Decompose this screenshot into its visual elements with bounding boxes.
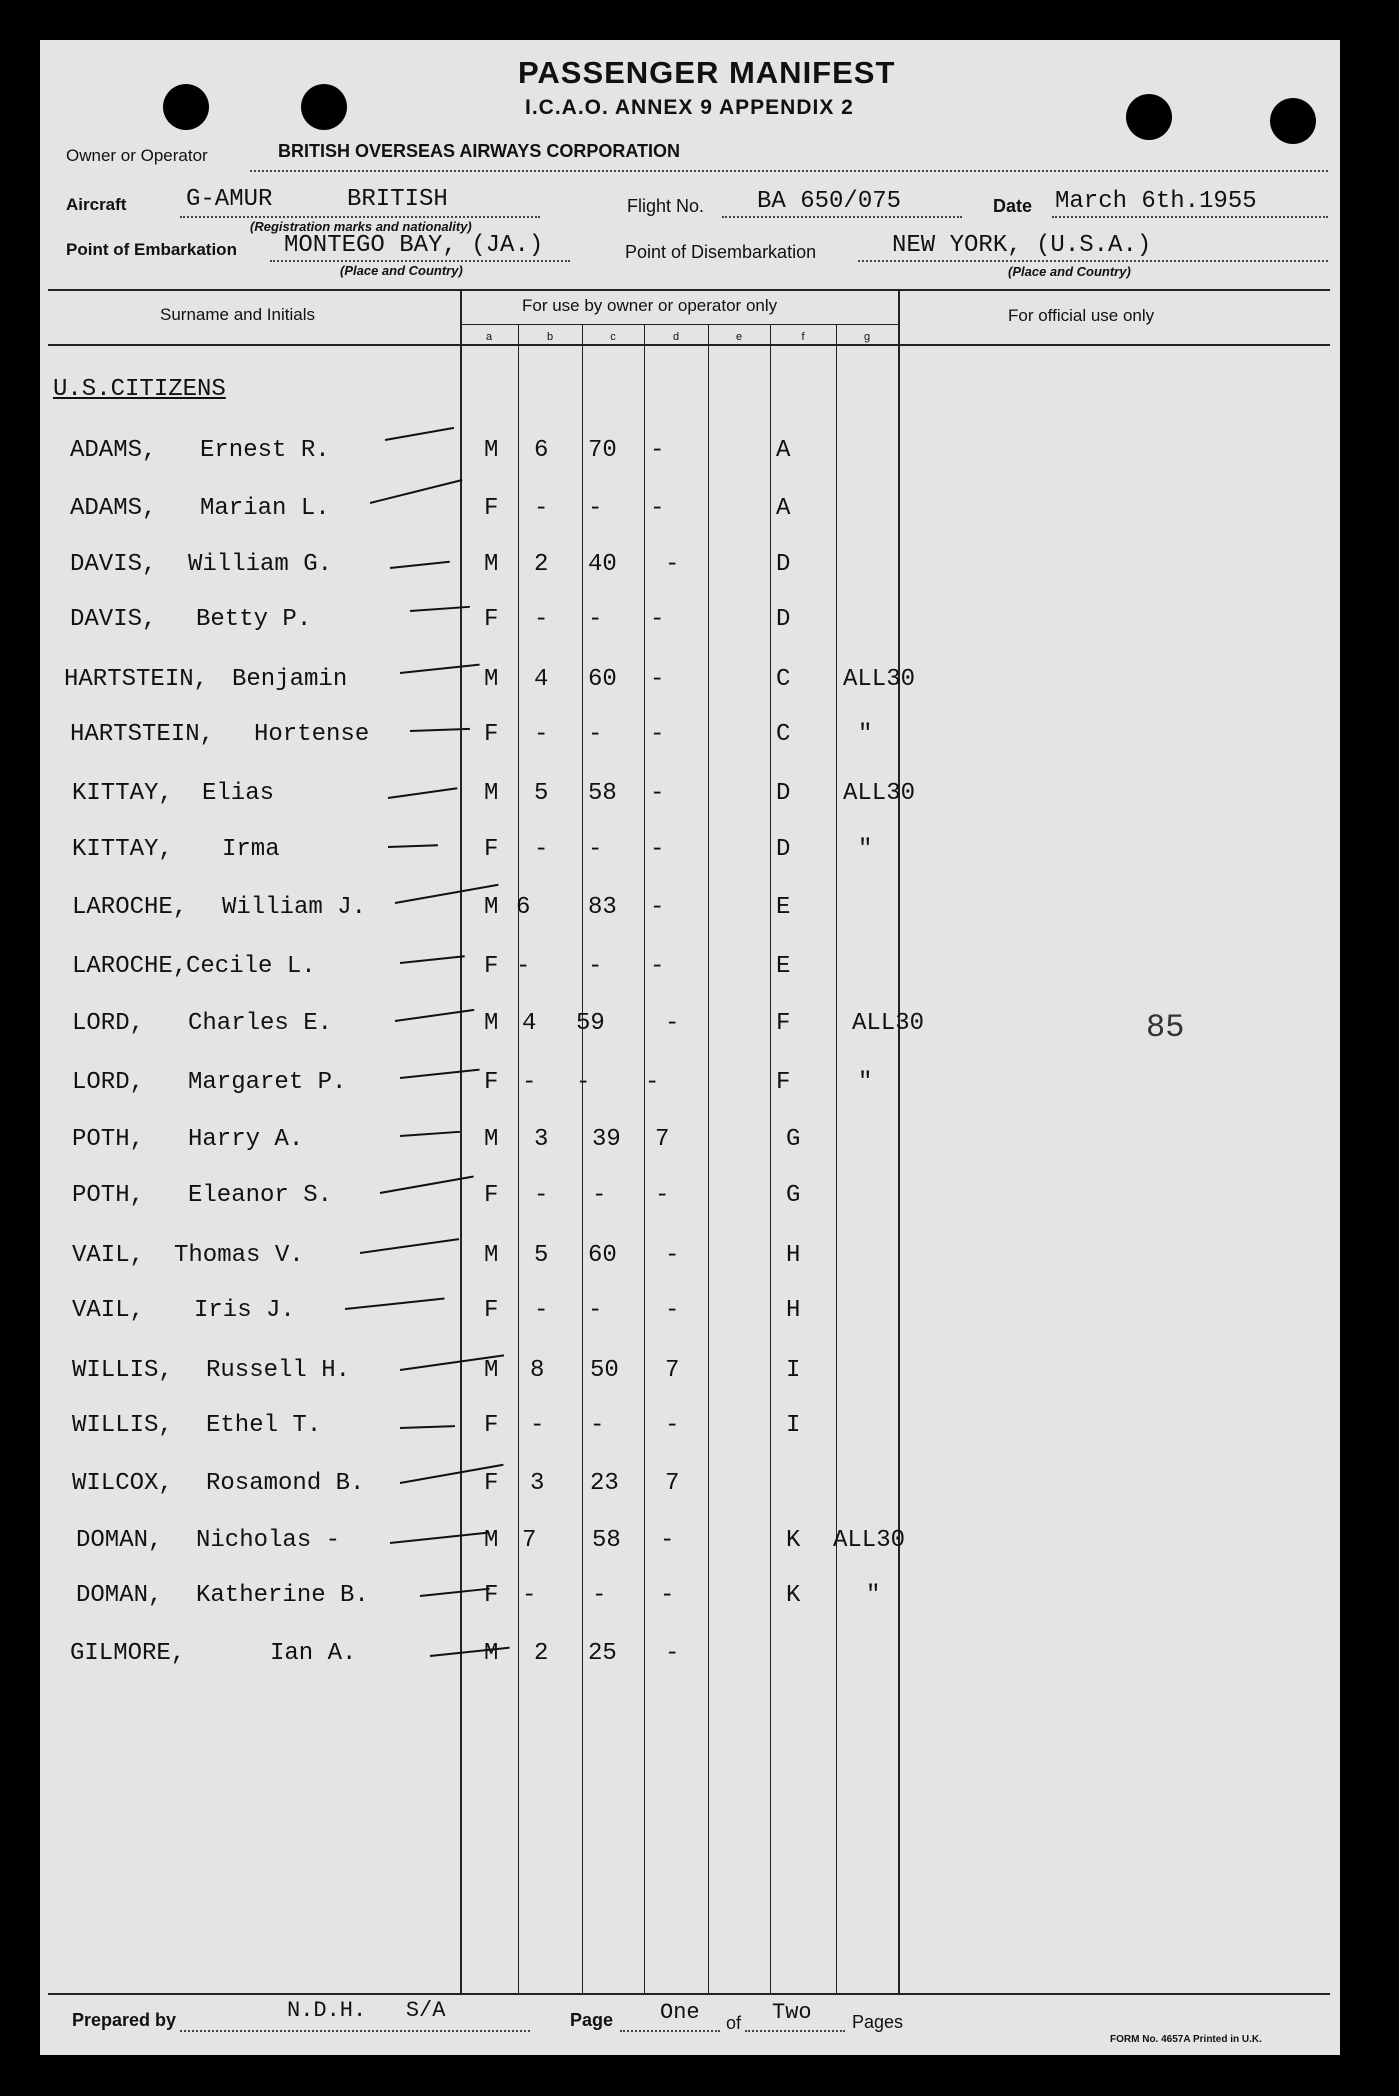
disembarkation-note: (Place and Country) — [1008, 264, 1131, 279]
check-mark-stroke — [388, 844, 438, 848]
passenger-given-names: Benjamin — [232, 666, 348, 693]
check-mark-stroke — [400, 1425, 455, 1429]
column-b-cell: 5 — [534, 780, 549, 807]
table-row — [0, 721, 1399, 761]
column-c-cell: 39 — [592, 1126, 621, 1153]
sex-cell: F — [484, 1069, 499, 1096]
punch-hole — [1126, 94, 1172, 140]
column-b-cell: 3 — [534, 1126, 549, 1153]
column-c-cell: - — [592, 1582, 607, 1609]
table-row — [0, 1126, 1399, 1166]
passenger-given-names: Nicholas - — [196, 1527, 341, 1554]
column-f-cell: F — [776, 1069, 791, 1096]
sex-cell: F — [484, 721, 499, 748]
column-f-cell: E — [776, 953, 791, 980]
sex-cell: M — [484, 551, 499, 578]
page-label: Page — [570, 2010, 614, 2030]
check-mark-stroke — [390, 561, 450, 569]
column-f-cell: D — [776, 606, 791, 633]
column-c-cell: 60 — [588, 1242, 617, 1269]
column-b-cell: 5 — [534, 1242, 549, 1269]
sex-cell: M — [484, 1527, 499, 1554]
column-f-cell: G — [786, 1182, 801, 1209]
column-d-cell: 7 — [665, 1357, 680, 1384]
prepared-line — [180, 2030, 530, 2032]
embarkation-note: (Place and Country) — [340, 263, 463, 278]
passenger-surname: DAVIS, — [70, 551, 157, 578]
column-c-cell: 50 — [590, 1357, 619, 1384]
column-d-cell: 7 — [665, 1470, 680, 1497]
column-d-cell: - — [650, 606, 665, 633]
column-g-cell: " — [858, 721, 873, 748]
passenger-given-names: Hortense — [254, 721, 370, 748]
column-f-cell: K — [786, 1582, 801, 1609]
column-g-cell: " — [858, 1069, 873, 1096]
table-row — [0, 1527, 1399, 1567]
passenger-given-names: Elias — [202, 780, 275, 807]
column-c-cell: 70 — [588, 437, 617, 464]
table-row — [0, 666, 1399, 706]
column-c-cell: - — [588, 953, 603, 980]
form-title: PASSENGER MANIFEST — [518, 55, 896, 90]
column-letter: e — [735, 331, 743, 343]
punch-hole — [1270, 98, 1316, 144]
owner-line — [250, 170, 1328, 172]
passenger-surname: HARTSTEIN, — [70, 721, 215, 748]
sex-cell: M — [484, 1242, 499, 1269]
prepared-value: N.D.H. S/A — [287, 1998, 446, 2023]
passenger-given-names: Harry A. — [188, 1126, 304, 1153]
column-b-cell: - — [534, 1182, 549, 1209]
table-row — [0, 1242, 1399, 1282]
passenger-surname: VAIL, — [72, 1297, 145, 1324]
flight-number: BA 650/075 — [757, 188, 902, 215]
table-row — [0, 606, 1399, 646]
owner-label: Owner or Operator — [66, 146, 208, 165]
column-letter: f — [801, 331, 805, 343]
table-row — [0, 551, 1399, 591]
passenger-given-names: Margaret P. — [188, 1069, 347, 1096]
date-line — [1052, 216, 1328, 218]
sex-cell: M — [484, 1640, 499, 1667]
column-f-cell: E — [776, 894, 791, 921]
registration-note: (Registration marks and nationality) — [250, 219, 472, 234]
column-c-cell: - — [592, 1182, 607, 1209]
flight-label: Flight No. — [627, 196, 705, 216]
check-mark-stroke — [410, 728, 470, 732]
passenger-surname: GILMORE, — [70, 1640, 186, 1667]
column-b-cell: 4 — [522, 1010, 537, 1037]
passenger-surname: WILCOX, — [72, 1470, 173, 1497]
column-c-cell: - — [588, 721, 603, 748]
form-subtitle: I.C.A.O. ANNEX 9 APPENDIX 2 — [525, 96, 854, 119]
passenger-given-names: Betty P. — [196, 606, 312, 633]
column-f-cell: D — [776, 780, 791, 807]
column-c-cell: - — [588, 606, 603, 633]
column-f-cell: I — [786, 1357, 801, 1384]
sex-cell: F — [484, 1182, 499, 1209]
passenger-given-names: Eleanor S. — [188, 1182, 333, 1209]
sex-cell: F — [484, 1470, 499, 1497]
table-row — [0, 1470, 1399, 1510]
column-c-cell: 40 — [588, 551, 617, 578]
names-heading: Surname and Initials — [160, 305, 315, 324]
check-mark-stroke — [410, 606, 470, 612]
passenger-given-names: Ethel T. — [206, 1412, 322, 1439]
aircraft-registration: G-AMUR — [186, 186, 273, 213]
column-c-cell: - — [588, 1297, 603, 1324]
column-f-cell: A — [776, 437, 791, 464]
column-d-cell: - — [665, 1297, 680, 1324]
passenger-surname: ADAMS, — [70, 495, 157, 522]
passenger-given-names: Marian L. — [200, 495, 330, 522]
column-f-cell: H — [786, 1297, 801, 1324]
disembarkation-label: Point of Disembarkation — [625, 242, 817, 262]
column-d-cell: - — [665, 1242, 680, 1269]
column-b-cell: 6 — [516, 894, 531, 921]
table-row — [0, 495, 1399, 535]
sex-cell: M — [484, 780, 499, 807]
form-number: FORM No. 4657A Printed in U.K. — [1110, 2034, 1262, 2045]
passenger-surname: VAIL, — [72, 1242, 145, 1269]
column-b-cell: 8 — [530, 1357, 545, 1384]
column-b-cell: - — [530, 1412, 545, 1439]
column-f-cell: C — [776, 666, 791, 693]
passenger-surname: POTH, — [72, 1126, 145, 1153]
column-f-cell: H — [786, 1242, 801, 1269]
check-mark-stroke — [400, 1069, 480, 1079]
passenger-surname: DAVIS, — [70, 606, 157, 633]
column-d-cell: - — [655, 1182, 670, 1209]
column-b-cell: - — [534, 836, 549, 863]
table-row — [0, 1010, 1399, 1050]
column-d-cell: - — [650, 894, 665, 921]
column-b-cell: - — [516, 953, 531, 980]
table-bottom-rule — [48, 1993, 1330, 1995]
official-heading: For official use only — [1008, 306, 1155, 325]
column-c-cell: 58 — [588, 780, 617, 807]
passenger-surname: WILLIS, — [72, 1412, 173, 1439]
column-c-cell: 25 — [588, 1640, 617, 1667]
sex-cell: F — [484, 1412, 499, 1439]
passenger-surname: DOMAN, — [76, 1527, 163, 1554]
prepared-label: Prepared by — [72, 2010, 177, 2030]
flight-date: March 6th.1955 — [1055, 188, 1257, 215]
disembarkation-line — [858, 260, 1328, 262]
column-c-cell: - — [588, 495, 603, 522]
table-row — [0, 780, 1399, 820]
column-b-cell: - — [534, 1297, 549, 1324]
column-b-cell: - — [534, 721, 549, 748]
pages-label: Pages — [852, 2012, 904, 2032]
table-row — [0, 894, 1399, 934]
check-mark-stroke — [420, 1588, 490, 1597]
page-number: One — [660, 2000, 700, 2025]
punch-hole — [301, 84, 347, 130]
disembarkation-value: NEW YORK, (U.S.A.) — [892, 232, 1152, 259]
column-g-cell: ALL30 — [833, 1527, 906, 1554]
column-c-cell: 58 — [592, 1527, 621, 1554]
column-d-cell: - — [660, 1582, 675, 1609]
column-b-cell: - — [534, 606, 549, 633]
sex-cell: M — [484, 1357, 499, 1384]
sex-cell: M — [484, 666, 499, 693]
column-g-cell: ALL30 — [843, 666, 916, 693]
passenger-surname: LORD, — [72, 1069, 145, 1096]
column-f-cell: D — [776, 551, 791, 578]
sex-cell: M — [484, 1010, 499, 1037]
sex-cell: F — [484, 836, 499, 863]
passenger-given-names: Iris J. — [194, 1297, 295, 1324]
passenger-surname: DOMAN, — [76, 1582, 163, 1609]
aircraft-nationality: BRITISH — [347, 186, 448, 213]
passenger-surname: POTH, — [72, 1182, 145, 1209]
table-row — [0, 1069, 1399, 1109]
column-d-cell: 7 — [655, 1126, 670, 1153]
column-g-cell: " — [858, 836, 873, 863]
passenger-given-names: Rosamond B. — [206, 1470, 365, 1497]
sex-cell: M — [484, 1126, 499, 1153]
passenger-given-names: Ian A. — [270, 1640, 357, 1667]
column-c-cell: 60 — [588, 666, 617, 693]
column-b-cell: 6 — [534, 437, 549, 464]
passenger-surname: LAROCHE, — [72, 953, 188, 980]
check-mark-stroke — [400, 1131, 460, 1137]
table-row — [0, 1357, 1399, 1397]
column-d-cell: - — [660, 1527, 675, 1554]
column-d-cell: - — [665, 1010, 680, 1037]
column-b-cell: 3 — [530, 1470, 545, 1497]
total-line — [745, 2030, 845, 2032]
passenger-given-names: Katherine B. — [196, 1582, 369, 1609]
sex-cell: F — [484, 495, 499, 522]
table-row — [0, 836, 1399, 876]
table-row — [0, 1182, 1399, 1222]
check-mark-stroke — [390, 1532, 490, 1544]
flight-line — [722, 216, 962, 218]
table-row — [0, 1640, 1399, 1680]
passenger-given-names: Charles E. — [188, 1010, 333, 1037]
column-letter: a — [485, 331, 493, 343]
sex-cell: M — [484, 437, 499, 464]
page-total: Two — [772, 2000, 812, 2025]
column-f-cell: C — [776, 721, 791, 748]
table-row — [0, 953, 1399, 993]
column-f-cell: K — [786, 1527, 801, 1554]
column-d-cell: - — [650, 836, 665, 863]
column-b-cell: 2 — [534, 1640, 549, 1667]
column-d-cell: - — [650, 666, 665, 693]
passenger-given-names: Russell H. — [206, 1357, 351, 1384]
aircraft-label: Aircraft — [66, 195, 127, 214]
column-c-cell: - — [576, 1069, 591, 1096]
passenger-surname: ADAMS, — [70, 437, 157, 464]
column-f-cell: A — [776, 495, 791, 522]
passenger-surname: WILLIS, — [72, 1357, 173, 1384]
passenger-given-names: William G. — [188, 551, 333, 578]
check-mark-stroke — [400, 955, 465, 964]
passenger-given-names: Irma — [222, 836, 280, 863]
page-line — [620, 2030, 720, 2032]
operator-heading: For use by owner or operator only — [522, 296, 778, 315]
sex-cell: F — [484, 1297, 499, 1324]
check-mark-stroke — [345, 1298, 445, 1310]
passenger-surname: KITTAY, — [72, 780, 173, 807]
column-d-cell: - — [665, 1412, 680, 1439]
column-b-cell: 4 — [534, 666, 549, 693]
table-header-rule — [48, 344, 1330, 346]
passenger-surname: HARTSTEIN, — [64, 666, 209, 693]
check-mark-stroke — [388, 787, 458, 799]
section-heading: U.S.CITIZENS — [53, 376, 226, 403]
passenger-surname: KITTAY, — [72, 836, 173, 863]
date-label: Date — [993, 196, 1033, 216]
aircraft-line — [180, 216, 540, 218]
column-d-cell: - — [650, 953, 665, 980]
passenger-given-names: Thomas V. — [174, 1242, 304, 1269]
passenger-surname: LORD, — [72, 1010, 145, 1037]
official-note: 85 — [1146, 1009, 1185, 1046]
column-letter-rule — [460, 324, 900, 325]
punch-hole — [163, 84, 209, 130]
sex-cell: F — [484, 953, 499, 980]
column-b-cell: - — [534, 495, 549, 522]
embarkation-value: MONTEGO BAY, (JA.) — [284, 232, 544, 259]
column-c-cell: 23 — [590, 1470, 619, 1497]
sex-cell: M — [484, 894, 499, 921]
column-b-cell: 2 — [534, 551, 549, 578]
table-row — [0, 1412, 1399, 1452]
column-d-cell: - — [650, 721, 665, 748]
column-g-cell: " — [866, 1582, 881, 1609]
passenger-given-names: Cecile L. — [186, 953, 316, 980]
table-row — [0, 437, 1399, 477]
column-letter: g — [863, 331, 871, 343]
column-d-cell: - — [665, 1640, 680, 1667]
column-d-cell: - — [645, 1069, 660, 1096]
check-mark-stroke — [400, 664, 480, 674]
table-top-rule — [48, 289, 1330, 291]
column-b-cell: 7 — [522, 1527, 537, 1554]
column-d-cell: - — [665, 551, 680, 578]
check-mark-stroke — [395, 1009, 474, 1022]
column-d-cell: - — [650, 495, 665, 522]
column-f-cell: G — [786, 1126, 801, 1153]
column-g-cell: ALL30 — [852, 1010, 925, 1037]
column-g-cell: ALL30 — [843, 780, 916, 807]
column-c-cell: 59 — [576, 1010, 605, 1037]
column-letter: d — [672, 331, 680, 343]
column-b-cell: - — [522, 1069, 537, 1096]
passenger-given-names: Ernest R. — [200, 437, 330, 464]
embarkation-line — [270, 260, 570, 262]
column-f-cell: I — [786, 1412, 801, 1439]
owner-value: BRITISH OVERSEAS AIRWAYS CORPORATION — [278, 141, 681, 161]
column-d-cell: - — [650, 437, 665, 464]
embarkation-label: Point of Embarkation — [66, 240, 237, 259]
sex-cell: F — [484, 1582, 499, 1609]
column-c-cell: 83 — [588, 894, 617, 921]
of-label: of — [726, 2013, 742, 2033]
passenger-surname: LAROCHE, — [72, 894, 188, 921]
table-row — [0, 1297, 1399, 1337]
passenger-given-names: William J. — [222, 894, 367, 921]
column-c-cell: - — [588, 836, 603, 863]
column-b-cell: - — [522, 1582, 537, 1609]
column-f-cell: F — [776, 1010, 791, 1037]
column-letter: c — [610, 331, 616, 343]
column-c-cell: - — [590, 1412, 605, 1439]
column-f-cell: D — [776, 836, 791, 863]
table-row — [0, 1582, 1399, 1622]
column-d-cell: - — [650, 780, 665, 807]
column-letter: b — [546, 331, 554, 343]
sex-cell: F — [484, 606, 499, 633]
